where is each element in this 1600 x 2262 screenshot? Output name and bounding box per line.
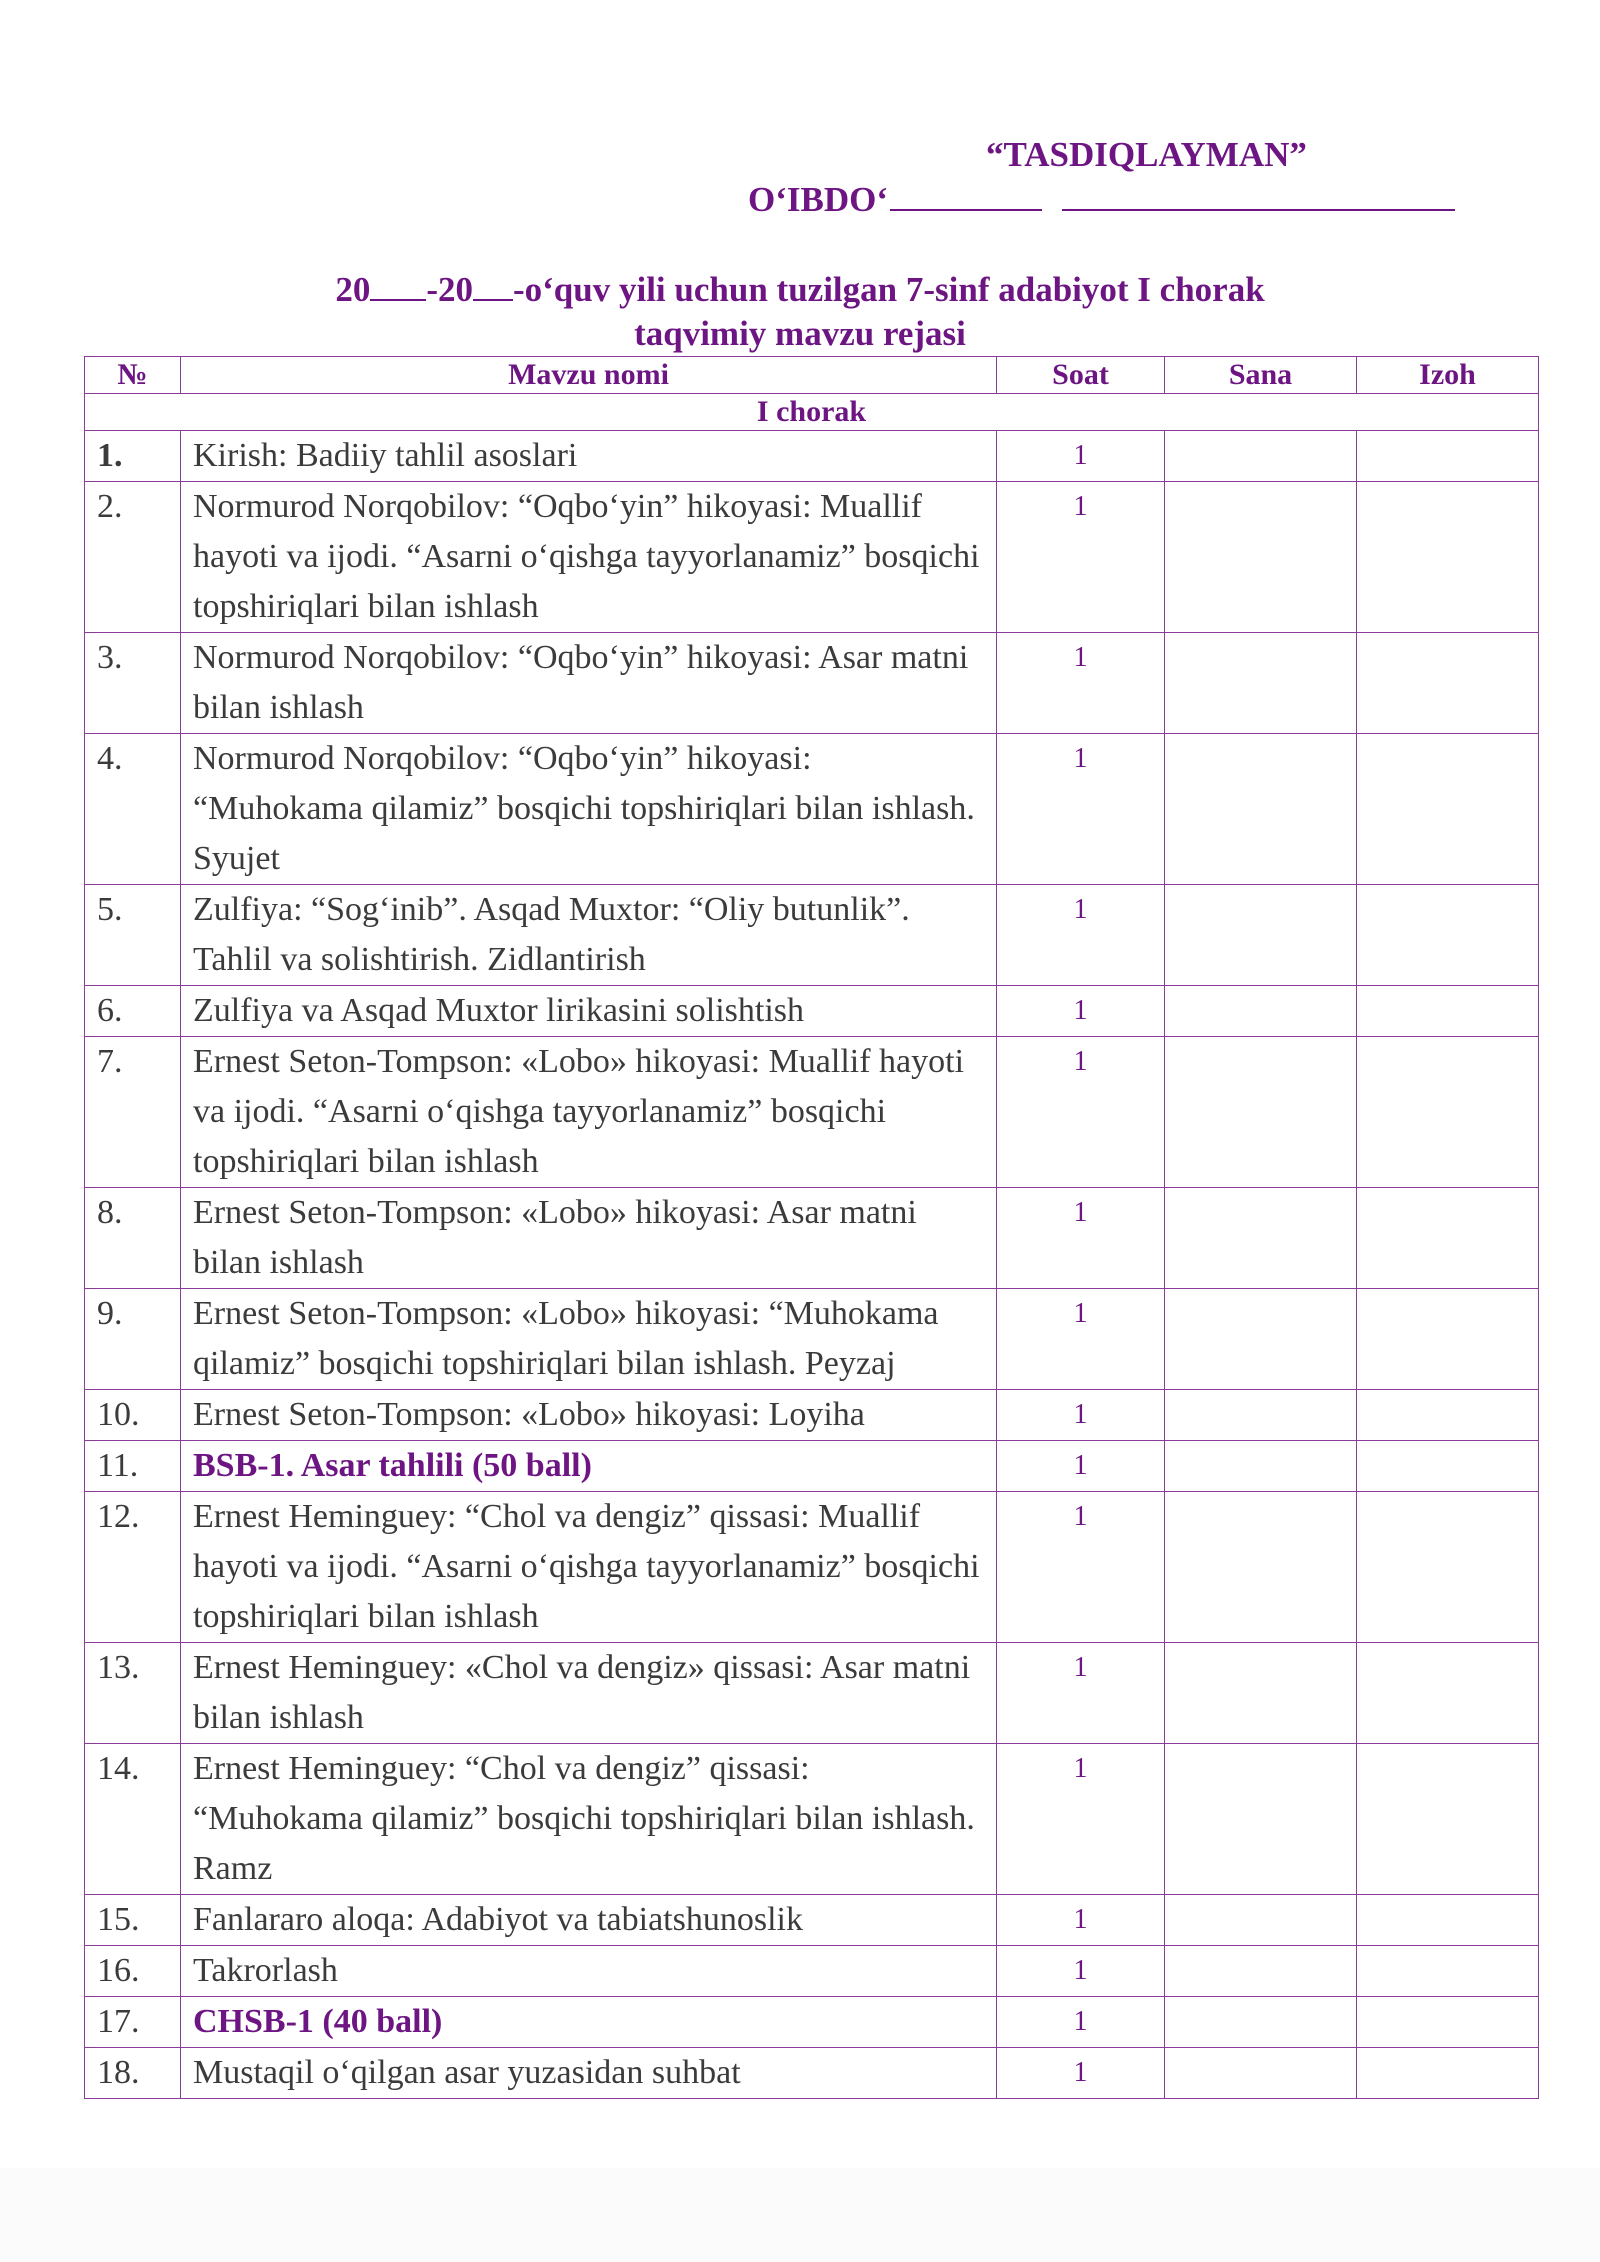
year-start: 20 [335,270,371,309]
row-topic: Fanlararo aloqa: Adabiyot va tabiatshunoslik [181,1895,997,1946]
row-date[interactable] [1165,1289,1357,1390]
row-topic: Normurod Norqobilov: “Oqbo‘yin” hikoyasi: “Muhokama qilamiz” bosqichi topshiriqlari bilan ishlash. Syujet [181,734,997,885]
header-hours: Soat [997,357,1165,394]
table-row [85,1643,1539,1744]
header-topic: Mavzu nomi [181,357,997,394]
year-blank-2 [473,271,513,301]
row-topic: Ernest Seton-Tompson: «Lobo» hikoyasi: Muallif hayoti va ijodi. “Asarni o‘qishga tayyorlanamiz” bosqichi topshiriqlari bilan ishlash [181,1037,997,1188]
row-hours: 1 [997,482,1165,633]
year-end: -20 [426,270,473,309]
row-date[interactable] [1165,1492,1357,1643]
row-topic: Normurod Norqobilov: “Oqbo‘yin” hikoyasi: Muallif hayoti va ijodi. “Asarni o‘qishga tayyorlanamiz” bosqichi topshiriqlari bilan ishlash [181,482,997,633]
table-row [85,1188,1539,1289]
row-date[interactable] [1165,633,1357,734]
row-note[interactable] [1357,1441,1539,1492]
row-number: 17. [85,1997,181,2048]
row-number: 13. [85,1643,181,1744]
row-hours: 1 [997,986,1165,1037]
row-date[interactable] [1165,1643,1357,1744]
approval-signature-line [748,179,1455,220]
row-note[interactable] [1357,1390,1539,1441]
row-hours: 1 [997,1188,1165,1289]
row-date[interactable] [1165,1188,1357,1289]
table-row [85,482,1539,633]
row-number: 9. [85,1289,181,1390]
row-topic: Normurod Norqobilov: “Oqbo‘yin” hikoyasi: Asar matni bilan ishlash [181,633,997,734]
row-hours: 1 [997,1390,1165,1441]
table-row [85,734,1539,885]
row-date[interactable] [1165,482,1357,633]
row-topic: Ernest Heminguey: «Chol va dengiz» qissasi: Asar matni bilan ishlash [181,1643,997,1744]
row-topic: Mustaqil o‘qilgan asar yuzasidan suhbat [181,2048,997,2099]
row-date[interactable] [1165,734,1357,885]
row-topic: Ernest Seton-Tompson: «Lobo» hikoyasi: “Muhokama qilamiz” bosqichi topshiriqlari bilan ishlash. Peyzaj [181,1289,997,1390]
table-row [85,1492,1539,1643]
row-note[interactable] [1357,1744,1539,1895]
document-title [0,268,1600,356]
row-note[interactable] [1357,633,1539,734]
name-blank [1062,179,1455,211]
row-hours: 1 [997,1744,1165,1895]
row-note[interactable] [1357,1492,1539,1643]
row-number: 10. [85,1390,181,1441]
row-hours: 1 [997,734,1165,885]
row-topic: Ernest Heminguey: “Chol va dengiz” qissasi: Muallif hayoti va ijodi. “Asarni o‘qishga tayyorlanamiz” bosqichi topshiriqlari bilan ishlash [181,1492,997,1643]
row-note[interactable] [1357,885,1539,986]
header-date: Sana [1165,357,1357,394]
row-note[interactable] [1357,1997,1539,2048]
table-row [85,1289,1539,1390]
row-hours: 1 [997,1492,1165,1643]
row-note[interactable] [1357,431,1539,482]
row-date[interactable] [1165,431,1357,482]
row-number: 14. [85,1744,181,1895]
row-date[interactable] [1165,1037,1357,1188]
section-label: I chorak [85,394,1539,431]
row-hours: 1 [997,1037,1165,1188]
row-topic: Zulfiya va Asqad Muxtor lirikasini solishtish [181,986,997,1037]
row-number: 16. [85,1946,181,1997]
row-hours: 1 [997,1643,1165,1744]
row-number: 11. [85,1441,181,1492]
row-number: 5. [85,885,181,986]
row-hours: 1 [997,633,1165,734]
row-topic: Zulfiya: “Sog‘inib”. Asqad Muxtor: “Oliy butunlik”. Tahlil va solishtirish. Zidlantirish [181,885,997,986]
row-date[interactable] [1165,986,1357,1037]
page-bottom [0,2168,1600,2262]
row-topic: Kirish: Badiiy tahlil asoslari [181,431,997,482]
section-row [85,394,1539,431]
row-topic: Ernest Seton-Tompson: «Lobo» hikoyasi: Loyiha [181,1390,997,1441]
table-row [85,1895,1539,1946]
row-hours: 1 [997,1441,1165,1492]
row-number: 12. [85,1492,181,1643]
table-row [85,1441,1539,1492]
row-topic: Ernest Seton-Tompson: «Lobo» hikoyasi: Asar matni bilan ishlash [181,1188,997,1289]
table-row [85,2048,1539,2099]
row-hours: 1 [997,885,1165,986]
row-date[interactable] [1165,1895,1357,1946]
table-row [85,1744,1539,1895]
row-hours: 1 [997,431,1165,482]
row-topic: Ernest Heminguey: “Chol va dengiz” qissasi: “Muhokama qilamiz” bosqichi topshiriqlari bilan ishlash. Ramz [181,1744,997,1895]
row-number: 8. [85,1188,181,1289]
header-note: Izoh [1357,357,1539,394]
year-blank-1 [370,271,426,301]
row-note[interactable] [1357,734,1539,885]
document-title-line2: taqvimiy mavzu rejasi [634,314,966,353]
plan-table [84,356,1539,2099]
row-date[interactable] [1165,1390,1357,1441]
table-row [85,1946,1539,1997]
table-row [85,1037,1539,1188]
table-header-row [85,357,1539,394]
row-date[interactable] [1165,1744,1357,1895]
table-row [85,431,1539,482]
document-title-line1 [0,268,1600,312]
row-note[interactable] [1357,2048,1539,2099]
row-number: 15. [85,1895,181,1946]
table-row [85,986,1539,1037]
row-number: 7. [85,1037,181,1188]
approval-title: “TASDIQLAYMAN” [986,135,1307,174]
row-hours: 1 [997,1997,1165,2048]
row-note[interactable] [1357,1643,1539,1744]
approval-org: O‘IBDO‘ [748,180,888,219]
table-row [85,1390,1539,1441]
row-note[interactable] [1357,1895,1539,1946]
row-note[interactable] [1357,1289,1539,1390]
table-row [85,1997,1539,2048]
row-topic: CHSB-1 (40 ball) [181,1997,997,2048]
row-hours: 1 [997,1289,1165,1390]
row-note[interactable] [1357,1946,1539,1997]
row-date[interactable] [1165,1997,1357,2048]
row-date[interactable] [1165,885,1357,986]
row-date[interactable] [1165,2048,1357,2099]
signature-blank [890,179,1042,211]
row-note[interactable] [1357,1037,1539,1188]
row-date[interactable] [1165,1441,1357,1492]
row-number: 6. [85,986,181,1037]
table-row [85,633,1539,734]
row-note[interactable] [1357,1188,1539,1289]
row-date[interactable] [1165,1946,1357,1997]
row-number: 3. [85,633,181,734]
header-number: № [85,357,181,394]
row-topic: BSB-1. Asar tahlili (50 ball) [181,1441,997,1492]
title-text: -o‘quv yili uchun tuzilgan 7-sinf adabiyot I chorak [512,270,1265,309]
row-number: 18. [85,2048,181,2099]
table-row [85,885,1539,986]
row-number: 1. [85,431,181,482]
row-number: 4. [85,734,181,885]
row-hours: 1 [997,2048,1165,2099]
row-hours: 1 [997,1895,1165,1946]
row-note[interactable] [1357,986,1539,1037]
row-topic: Takrorlash [181,1946,997,1997]
row-note[interactable] [1357,482,1539,633]
row-hours: 1 [997,1946,1165,1997]
row-number: 2. [85,482,181,633]
